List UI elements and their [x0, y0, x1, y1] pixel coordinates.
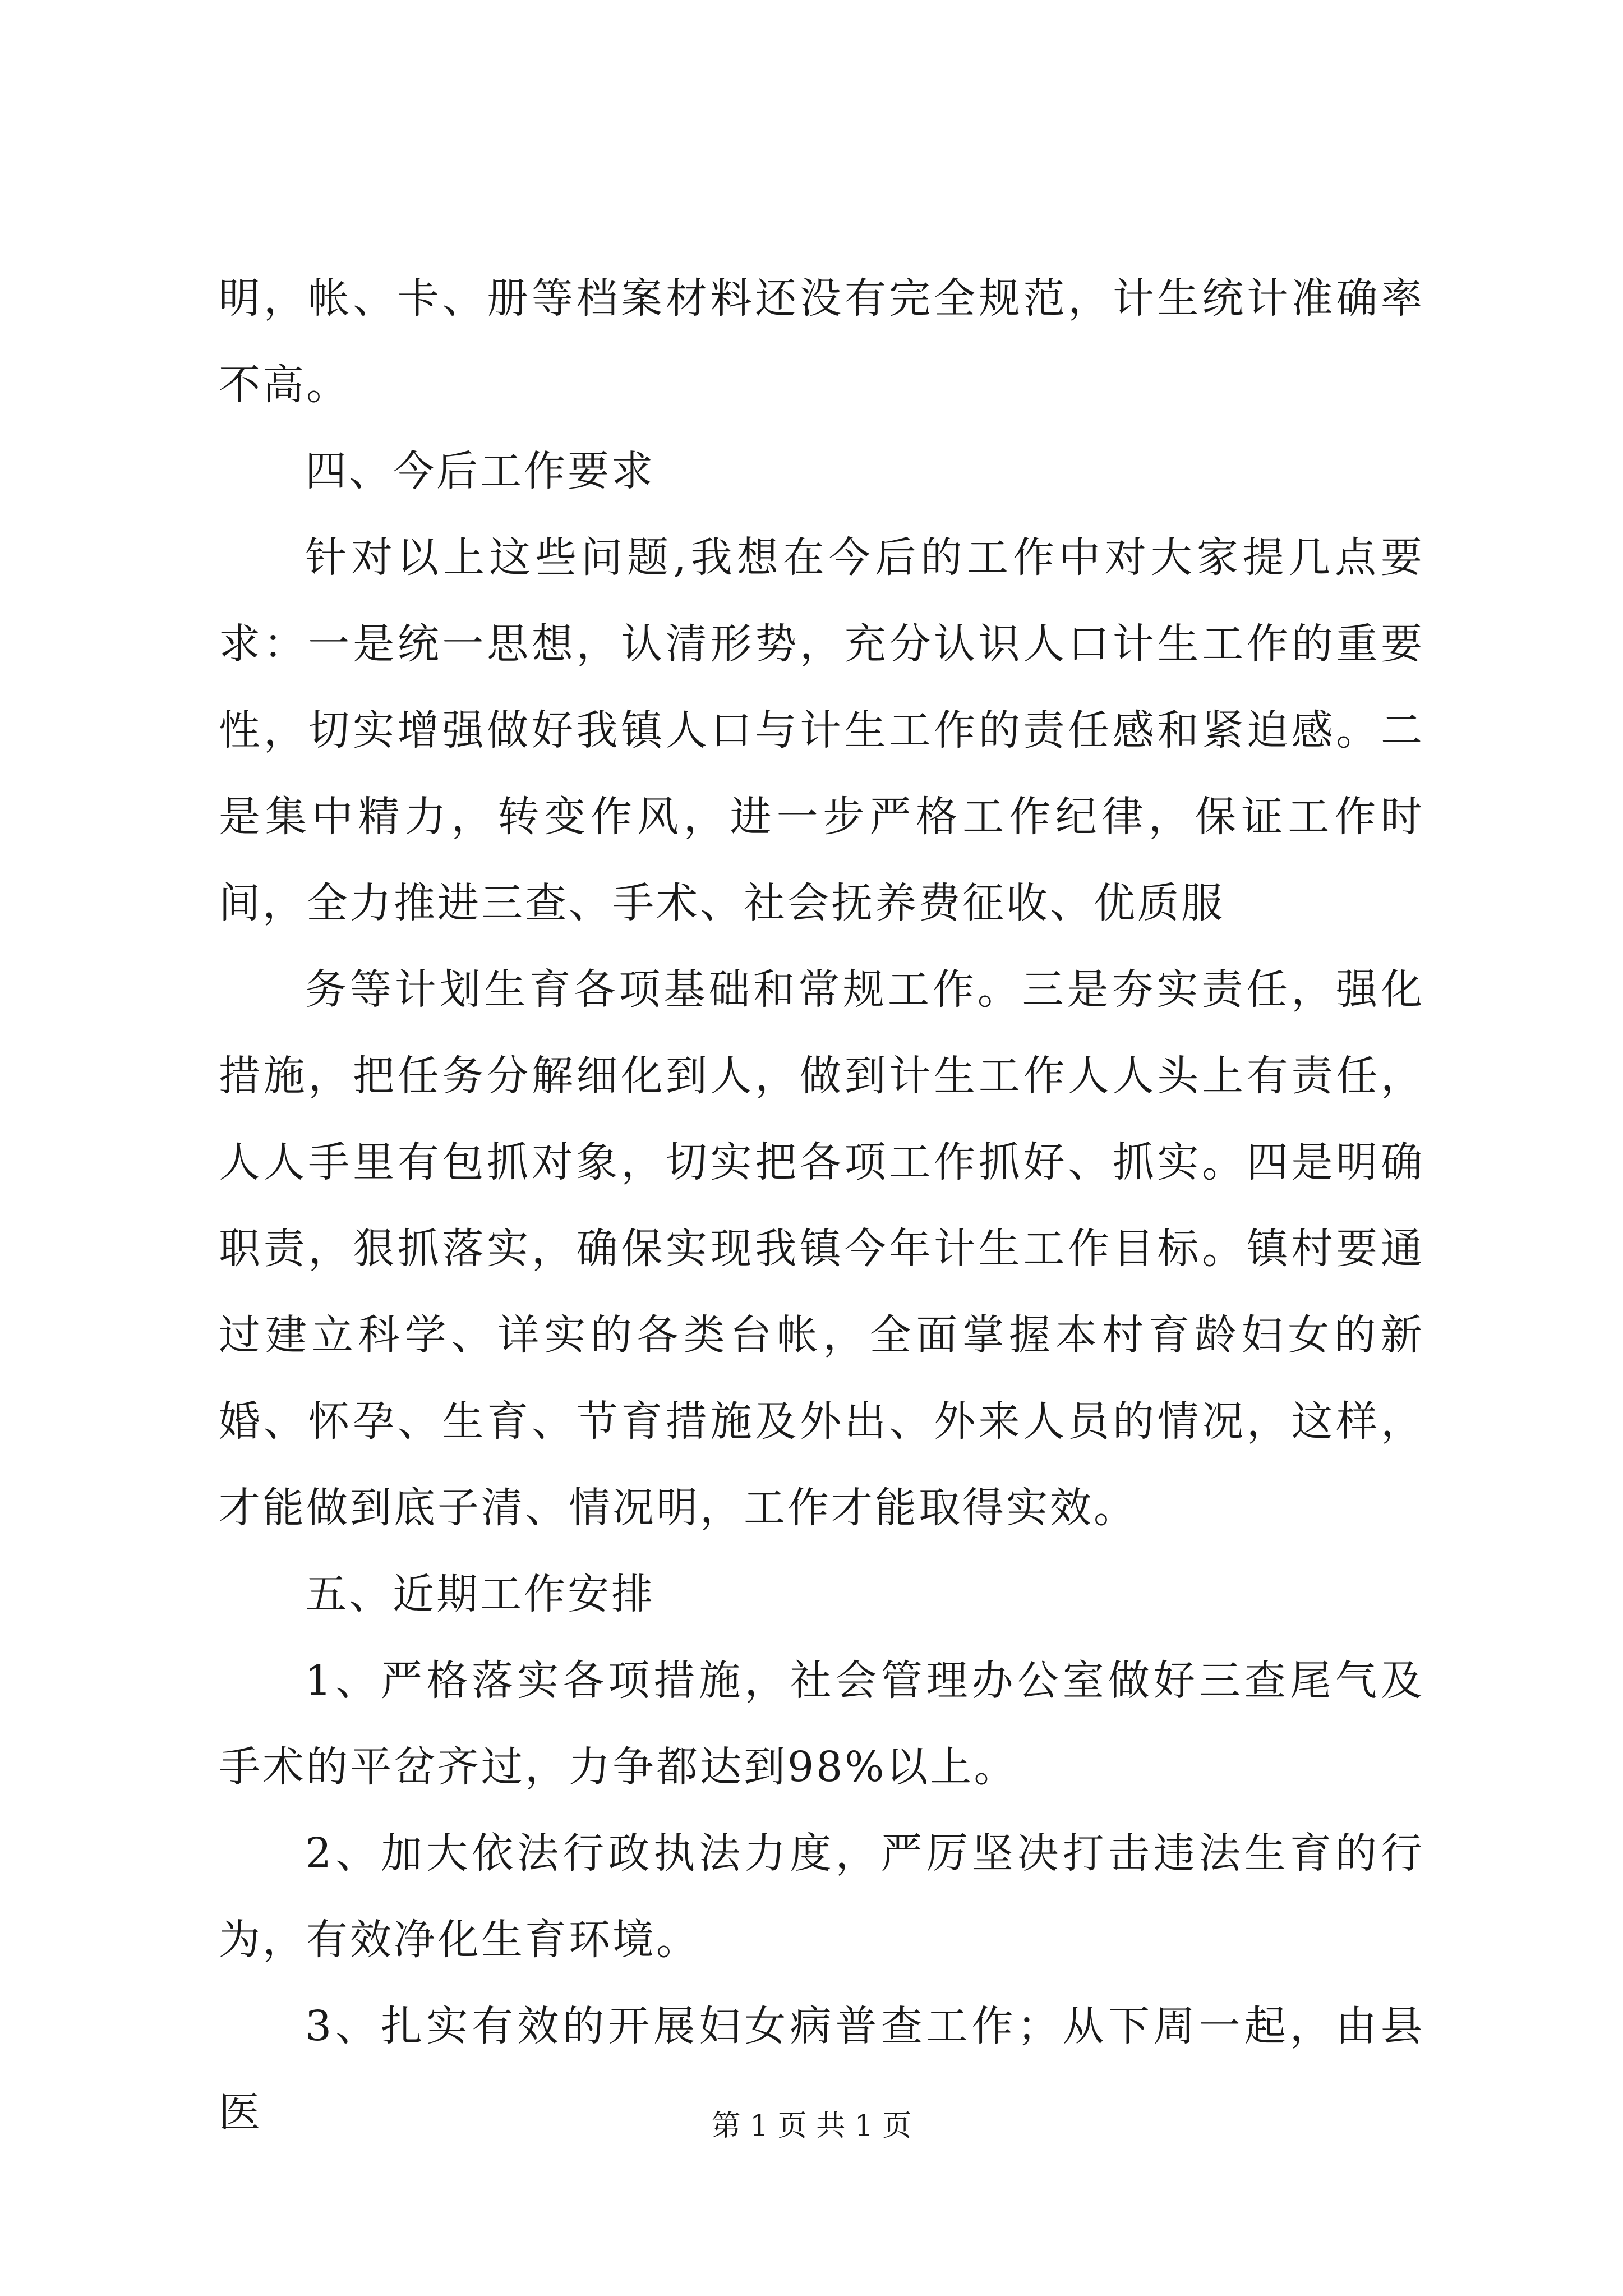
- section-heading-recent-arrangements: 五、近期工作安排: [305, 1570, 655, 1618]
- list-item-3: 3、扎实有效的开展妇女病普查工作；从下周一起，由县医: [219, 2002, 1424, 2137]
- page-footer: 第 1 页 共 1 页: [711, 2109, 912, 2143]
- section-heading-future-requirements: 四、今后工作要求: [305, 447, 655, 495]
- list-item-2: 2、加大依法行政执法力度，严厉坚决打击违法生育的行为，有效净化生育环境。: [219, 1829, 1424, 1964]
- paragraph-requirements: 针对以上这些问题,我想在今后的工作中对大家提几点要求：一是统一思想，认清形势，充分认识人口计生工作的重要性，切实增强做好我镇人口与计生工作的责任感和紧迫感。二是集中精力，转变作风，进一步严格工作纪律，保证工作时间，全力推进三查、手术、社会抚养费征收、优质服: [219, 533, 1424, 927]
- paragraph-continuation: 明，帐、卡、册等档案材料还没有完全规范，计生统计准确率不高。: [219, 274, 1424, 409]
- document-body: [219, 255, 1424, 2156]
- paragraph-requirements-continued: 务等计划生育各项基础和常规工作。三是夯实责任，强化措施，把任务分解细化到人，做到计生工作人人头上有责任，人人手里有包抓对象，切实把各项工作抓好、抓实。四是明确职责，狠抓落实，确保实现我镇今年计生工作目标。镇村要通过建立科学、详实的各类台帐，全面掌握本村育龄妇女的新婚、怀孕、生育、节育措施及外出、外来人员的情况，这样，才能做到底子清、情况明，工作才能取得实效。: [219, 965, 1424, 1532]
- list-item-1: 1、严格落实各项措施，社会管理办公室做好三查尾气及手术的平岔齐过，力争都达到98%以上。: [219, 1657, 1424, 1791]
